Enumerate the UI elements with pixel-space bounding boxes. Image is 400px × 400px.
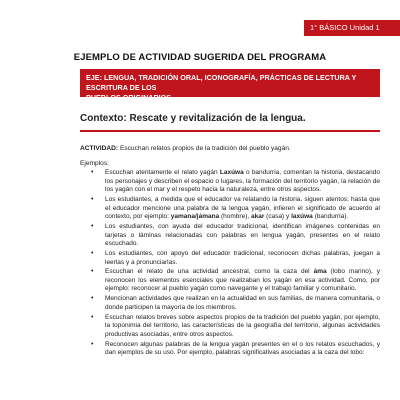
item-text: Escuchan el relato de una actividad ancestral, como la caza del	[105, 268, 314, 276]
item-text: Escuchan atentamente el relato yagán	[105, 169, 220, 176]
item-text: (bandurria).	[312, 213, 349, 221]
activity-label: ACTIVIDAD:	[80, 145, 119, 152]
item-term: akar	[250, 213, 265, 221]
context-divider	[80, 130, 380, 132]
list-item: • Escuchan relatos breves sobre aspectos propios de la tradición del pueblo yagán, por ejemplo, la toponimia del territorio, las características de la geografía del territorio, algunas actividades productivas asociadas, entre otros aspectos.	[80, 314, 380, 340]
item-text: (lobo marino), y reconocen los elementos esenciales que realizaban los yagán en esa actividad. Como, por ejemplo: reconocer al pueblo yagán como navegante y el trabajo familiar y comunitario.	[105, 268, 381, 293]
list-item: • Mencionan actividades que realizan en la actualidad en sus familias, de manera comunitaria, o donde participen la mayoría de los miembros.	[80, 295, 380, 312]
document-title: EJEMPLO DE ACTIVIDAD SUGERIDA DEL PROGRAMA	[73, 52, 327, 63]
item-text: o bandurria, comentan la historia, destacando los personajes y describen el espacio o lugares, la formación del territorio yagán, la relación de los yagán con el mar y el respeto hacia la naturaleza, entre otros aspectos.	[105, 169, 380, 194]
eje-banner	[80, 69, 380, 102]
item-term: yamana/jámana	[170, 213, 220, 221]
list-item	[80, 169, 380, 195]
item-term: laxúwa	[291, 213, 313, 221]
item-text: (hombre),	[219, 213, 251, 221]
activity-line	[80, 145, 291, 152]
list-item	[80, 196, 380, 222]
examples-label: Ejemplos:	[80, 160, 109, 167]
item-text: (casa) y	[264, 213, 292, 221]
list-item: • Los estudiantes, con ayuda del educador tradicional, identifican imágenes contenidas en tarjetas o láminas relacionadas con palabras en lengua yagán, presentes en el relato escuchado.	[80, 223, 380, 249]
context-heading: Contexto: Rescate y revitalización de la lengua.	[80, 113, 306, 124]
item-text: Los estudiantes, a medida que el educador va relatando la historia, siguen atentos; hasta que el educador mencione una palabra de la lengua yagán, infieren el significado de acuerdo al contexto, por ejemplo:	[105, 195, 380, 221]
list-item	[80, 268, 380, 294]
examples-list	[80, 169, 380, 359]
item-term: Laxúwa	[219, 169, 244, 176]
list-item: • Reconocen algunas palabras de la lengua yagán presentes en el o los relatos escuchados, y dan ejemplos de su uso. Por ejemplo, palabras significativas asociadas a la caza del lobo:	[80, 341, 380, 358]
item-term: áma	[313, 268, 327, 276]
eje-line-1: EJE: LENGUA, TRADICIÓN ORAL, ICONOGRAFÍA, PRÁCTICAS DE LECTURA Y ESCRITURA DE LOS	[86, 73, 357, 92]
list-item: • Los estudiantes, con apoyo del educador tradicional, reconocen dichas palabras, juegan a leerlas y a pronunciarlas.	[80, 250, 380, 267]
unit-tab: 1° BÁSICO Unidad 1	[304, 20, 400, 36]
activity-text: Escuchan relatos propios de la tradición del pueblo yagán.	[118, 145, 291, 152]
eje-line-2: PUEBLOS ORIGINARIOS.	[86, 93, 174, 102]
